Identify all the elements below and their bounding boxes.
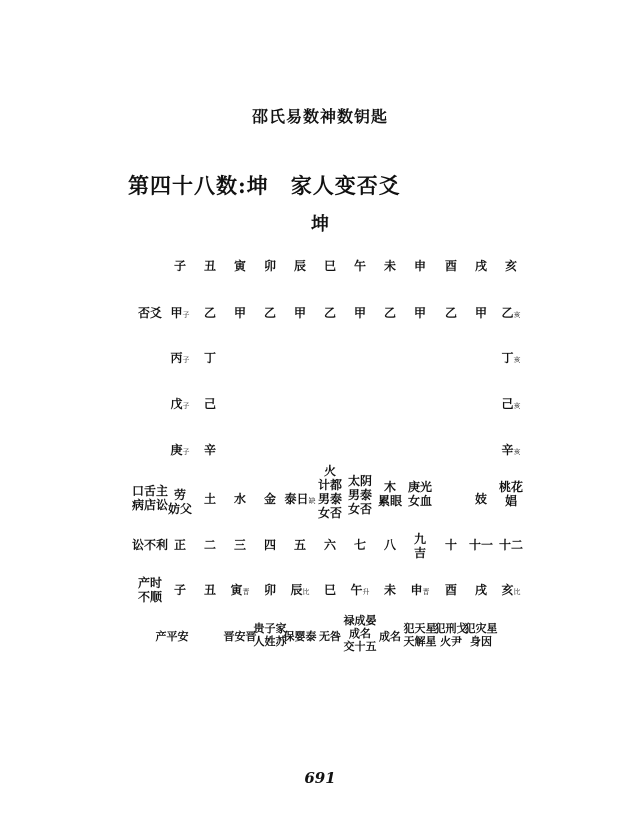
branch-header-cell: 辰 [293, 259, 306, 273]
meaning-cell: 泰日缺 [284, 492, 316, 506]
cell-subscript: 亥 [513, 402, 521, 410]
number-cell: 正 [173, 538, 186, 552]
cell-subscript: 比 [302, 588, 310, 596]
meaning-cell: 木 累眼 [377, 480, 402, 508]
stem-cell: 甲 [413, 306, 426, 320]
note-cell: 晋安晋 [223, 630, 257, 643]
stem-cell: 己亥 [501, 397, 521, 411]
stem-cell: 戊子 [170, 397, 190, 411]
branch-cell: 酉 [444, 583, 457, 597]
branch-header-cell: 亥 [504, 259, 517, 273]
cell-subscript: 升 [362, 588, 370, 596]
number-cell: 二 [203, 538, 216, 552]
stem-cell: 丁 [203, 351, 216, 365]
branch-cell: 戌 [474, 583, 487, 597]
cell-subscript: 亥 [513, 311, 521, 319]
hexagram-name: 坤 [311, 214, 329, 235]
branch-header-cell: 卯 [263, 259, 276, 273]
stem-cell: 丙子 [170, 351, 190, 365]
meaning-cell: 劳 妨父 [167, 488, 192, 516]
branch-cell: 午升 [350, 583, 370, 597]
branch-header-cell: 戌 [474, 259, 487, 273]
page-number: 691 [304, 769, 336, 787]
section-title: 第四十八数:坤 家人变否爻 [128, 173, 401, 198]
number-cell: 四 [263, 538, 276, 552]
note-cell: 成名 [379, 630, 401, 643]
stem-cell: 丁亥 [501, 351, 521, 365]
stem-cell: 辛 [203, 443, 216, 457]
stem-cell: 甲 [233, 306, 246, 320]
number-cell: 十 [444, 538, 457, 552]
row-label: 产时 不顺 [137, 576, 162, 604]
row-label: 讼不利 [131, 538, 168, 552]
meaning-cell: 土 [203, 492, 216, 506]
meaning-cell: 太阴 男泰 女否 [347, 474, 372, 516]
branch-cell: 辰比 [290, 583, 310, 597]
number-cell: 三 [233, 538, 246, 552]
note-cell: 禄成晏 成名 交十五 [343, 614, 377, 653]
branch-cell: 丑 [203, 583, 216, 597]
cell-subscript: 亥 [513, 356, 521, 364]
row-label: 否爻 [137, 306, 162, 320]
stem-cell: 庚子 [170, 443, 190, 457]
meaning-cell: 庚光 女血 [407, 480, 432, 508]
number-cell: 十一 [468, 538, 493, 552]
meaning-cell: 桃花 娼 [498, 480, 523, 508]
branch-cell: 申晋 [410, 583, 430, 597]
cell-subscript: 缺 [308, 497, 316, 505]
branch-header-cell: 巳 [323, 259, 336, 273]
branch-cell: 卯 [263, 583, 276, 597]
stem-cell: 乙 [444, 306, 457, 320]
note-cell: 犯刑戈 火尹 [434, 622, 468, 648]
note-cell: 无咎 [319, 630, 341, 643]
branch-header-cell: 未 [383, 259, 396, 273]
stem-cell: 辛亥 [501, 443, 521, 457]
cell-subscript: 子 [182, 356, 190, 364]
stem-cell: 甲 [474, 306, 487, 320]
branch-cell: 巳 [323, 583, 336, 597]
note-cell: 产平安 [155, 630, 189, 643]
number-cell: 十二 [498, 538, 523, 552]
branch-cell: 子 [173, 583, 186, 597]
branch-cell: 未 [383, 583, 396, 597]
number-cell: 五 [293, 538, 306, 552]
note-cell: 犯灾星 身因 [464, 622, 498, 648]
stem-cell: 乙 [203, 306, 216, 320]
branch-header-cell: 申 [413, 259, 426, 273]
cell-subscript: 子 [182, 402, 190, 410]
branch-header-cell: 丑 [203, 259, 216, 273]
number-cell: 七 [353, 538, 366, 552]
stem-cell: 乙 [263, 306, 276, 320]
stem-cell: 乙 [383, 306, 396, 320]
stem-cell: 乙 [323, 306, 336, 320]
number-cell: 九 吉 [413, 532, 426, 560]
cell-subscript: 子 [182, 311, 190, 319]
row-label: 口舌主 病店讼 [131, 484, 168, 512]
meaning-cell: 金 [263, 492, 276, 506]
note-cell: 犯天星 天解星 [403, 622, 437, 648]
note-cell: 贵子家 人姓苏 [253, 622, 287, 648]
cell-subscript: 子 [182, 448, 190, 456]
stem-cell: 乙亥 [501, 306, 521, 320]
page-header: 邵氏易数神数钥匙 [251, 107, 388, 126]
number-cell: 八 [383, 538, 396, 552]
branch-cell: 寅晋 [230, 583, 250, 597]
stem-cell: 甲子 [170, 306, 190, 320]
cell-subscript: 亥 [513, 448, 521, 456]
stem-cell: 己 [203, 397, 216, 411]
meaning-cell: 水 [233, 492, 246, 506]
branch-header-cell: 酉 [444, 259, 457, 273]
cell-subscript: 晋 [242, 588, 250, 596]
branch-cell: 亥比 [501, 583, 521, 597]
number-cell: 六 [323, 538, 336, 552]
cell-subscript: 晋 [422, 588, 430, 596]
cell-subscript: 比 [513, 588, 521, 596]
stem-cell: 甲 [353, 306, 366, 320]
branch-header-cell: 寅 [233, 259, 246, 273]
branch-header-cell: 午 [353, 259, 366, 273]
meaning-cell: 火 计都 男泰 女否 [317, 464, 342, 520]
note-cell: 保婴泰 [283, 630, 317, 643]
branch-header-cell: 子 [173, 259, 186, 273]
stem-cell: 甲 [293, 306, 306, 320]
meaning-cell: 妓 [474, 492, 487, 506]
